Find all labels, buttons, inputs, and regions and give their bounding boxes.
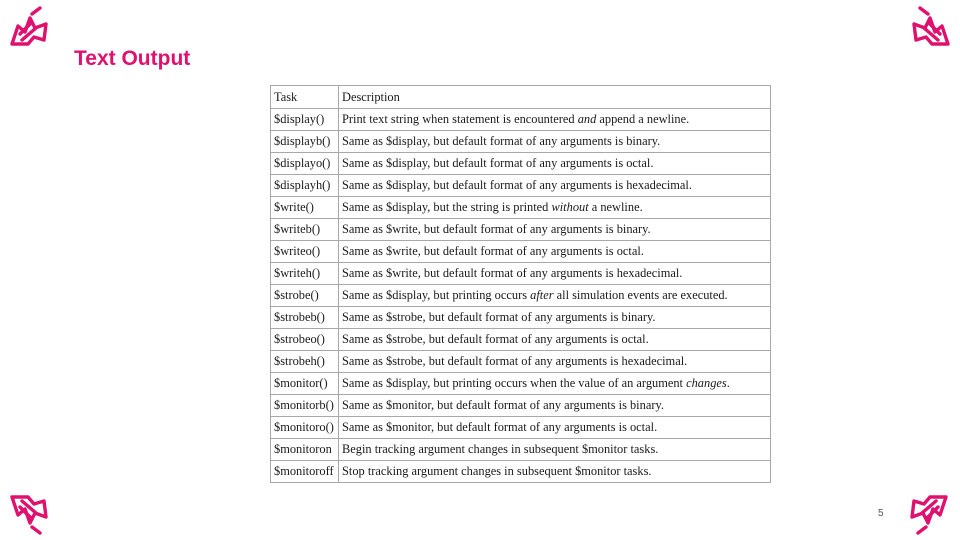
table-body — [271, 109, 771, 483]
task-description-cell — [339, 417, 771, 439]
task-name-cell: $displayo() — [271, 153, 339, 175]
task-description-cell — [339, 219, 771, 241]
task-name-cell: $monitoron — [271, 439, 339, 461]
task-description-cell — [339, 461, 771, 483]
table-row — [271, 417, 771, 439]
description-text: Same as $display, but the string is printed — [342, 200, 552, 214]
table-row — [271, 153, 771, 175]
table-row — [271, 175, 771, 197]
task-name-cell: $monitor() — [271, 373, 339, 395]
description-text: Same as $write, but default format of any arguments is binary. — [342, 222, 651, 236]
task-name-cell: $monitoro() — [271, 417, 339, 439]
description-text: Same as $strobe, but default format of any arguments is hexadecimal. — [342, 354, 688, 368]
task-description-cell — [339, 351, 771, 373]
table-row — [271, 351, 771, 373]
description-text: Same as $write, but default format of any arguments is octal. — [342, 244, 644, 258]
task-description-cell — [339, 285, 771, 307]
task-description-cell — [339, 263, 771, 285]
table-row — [271, 131, 771, 153]
task-name-cell: $displayh() — [271, 175, 339, 197]
table-row — [271, 197, 771, 219]
task-description-cell — [339, 109, 771, 131]
description-text: Stop tracking argument changes in subsequent $monitor tasks. — [342, 464, 652, 478]
task-table-container — [270, 85, 770, 483]
description-text: Begin tracking argument changes in subsequent $monitor tasks. — [342, 442, 659, 456]
task-description-cell — [339, 175, 771, 197]
pink-hand-emblem-icon — [908, 4, 952, 48]
task-name-cell: $monitorb() — [271, 395, 339, 417]
table-row — [271, 241, 771, 263]
task-name-cell: $strobeo() — [271, 329, 339, 351]
pink-hand-emblem-icon — [906, 493, 950, 537]
task-table — [270, 85, 771, 483]
description-text: Same as $write, but default format of any arguments is hexadecimal. — [342, 266, 683, 280]
description-text: Same as $strobe, but default format of any arguments is octal. — [342, 332, 649, 346]
table-row — [271, 461, 771, 483]
description-text-end: a newline. — [588, 200, 643, 214]
task-description-cell — [339, 329, 771, 351]
task-description-cell — [339, 395, 771, 417]
task-name-cell: $writeh() — [271, 263, 339, 285]
table-row — [271, 263, 771, 285]
task-name-cell: $strobe() — [271, 285, 339, 307]
description-text: Same as $display, but printing occurs — [342, 288, 531, 302]
table-row — [271, 109, 771, 131]
description-text: Same as $strobe, but default format of any arguments is binary. — [342, 310, 656, 324]
task-description-cell — [339, 131, 771, 153]
task-name-cell: $write() — [271, 197, 339, 219]
task-name-cell: $displayb() — [271, 131, 339, 153]
table-row — [271, 395, 771, 417]
task-name-cell: $strobeb() — [271, 307, 339, 329]
description-text: Same as $display, but printing occurs when the value of an argument — [342, 376, 687, 390]
description-emphasis: without — [551, 200, 589, 214]
description-emphasis: and — [577, 112, 597, 126]
table-row — [271, 285, 771, 307]
table-header-row — [271, 86, 771, 109]
column-header-task: Task — [271, 86, 339, 109]
description-emphasis: changes — [686, 376, 727, 390]
slide-title: Text Output — [74, 47, 191, 70]
task-description-cell — [339, 373, 771, 395]
task-description-cell — [339, 307, 771, 329]
task-description-cell — [339, 439, 771, 461]
task-name-cell: $monitoroff — [271, 461, 339, 483]
task-description-cell — [339, 197, 771, 219]
task-name-cell: $strobeh() — [271, 351, 339, 373]
pink-hand-emblem-icon — [8, 4, 52, 48]
table-row — [271, 219, 771, 241]
table-row — [271, 439, 771, 461]
task-name-cell: $display() — [271, 109, 339, 131]
task-name-cell: $writeo() — [271, 241, 339, 263]
description-text-end: . — [726, 376, 730, 390]
task-description-cell — [339, 241, 771, 263]
pink-hand-emblem-icon — [8, 493, 52, 537]
table-row — [271, 307, 771, 329]
task-description-cell — [339, 153, 771, 175]
description-text: Same as $display, but default format of any arguments is octal. — [342, 156, 654, 170]
description-text: Same as $display, but default format of any arguments is hexadecimal. — [342, 178, 692, 192]
table-row — [271, 329, 771, 351]
description-emphasis: after — [530, 288, 554, 302]
task-name-cell: $writeb() — [271, 219, 339, 241]
description-text: Same as $monitor, but default format of any arguments is octal. — [342, 420, 658, 434]
description-text-end: all simulation events are executed. — [553, 288, 728, 302]
description-text: Print text string when statement is encountered — [342, 112, 578, 126]
description-text: Same as $display, but default format of any arguments is binary. — [342, 134, 661, 148]
column-header-description: Description — [339, 86, 771, 109]
description-text-end: append a newline. — [596, 112, 690, 126]
table-row — [271, 373, 771, 395]
description-text: Same as $monitor, but default format of any arguments is binary. — [342, 398, 664, 412]
page-number: 5 — [878, 508, 884, 519]
